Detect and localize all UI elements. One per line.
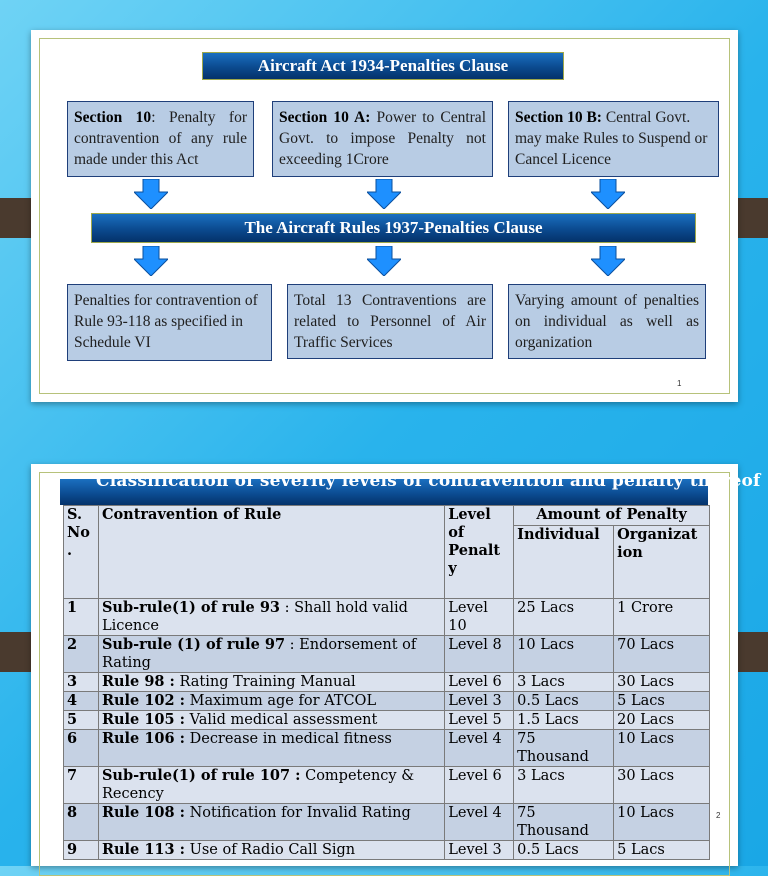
row-organization: 10 Lacs (614, 804, 710, 841)
row-sno: 6 (67, 730, 78, 747)
row-organization: 5 Lacs (614, 692, 710, 711)
row-rule: Sub-rule(1) of rule 107 : Competency & Recency (98, 767, 444, 804)
down-arrow-icon (591, 179, 625, 209)
down-arrow-icon (134, 179, 168, 209)
row-level: Level 4 (445, 730, 514, 767)
row-sno: 7 (67, 767, 78, 784)
row-individual: 75 Thousand (514, 730, 614, 767)
table-row (64, 804, 710, 841)
act-section-10-text: : Penalty for contravention of any rule made under this Act (74, 109, 247, 168)
row-level: Level 5 (445, 711, 514, 730)
rule-point-schedule: Penalties for contravention of Rule 93-118 as specified in Schedule VI (67, 284, 272, 361)
table-row (64, 692, 710, 711)
row-sno: 1 (67, 599, 78, 616)
row-organization: 5 Lacs (614, 841, 710, 860)
header-sno-text: S. No . (67, 506, 90, 559)
row-rule: Rule 102 : Maximum age for ATCOL (98, 692, 444, 711)
row-sno: 2 (67, 636, 78, 653)
row-individual: 0.5 Lacs (514, 841, 614, 860)
act-section-10 (67, 101, 254, 177)
act-section-10a-label: Section 10 A: (279, 109, 371, 126)
row-individual: 0.5 Lacs (514, 692, 614, 711)
severity-title (60, 471, 761, 505)
down-arrow-icon (591, 246, 625, 276)
act-section-10b-text: Central Govt. may make Rules to Suspend or Cancel Licence (515, 109, 708, 168)
row-level: Level 6 (445, 673, 514, 692)
down-arrow-icon (367, 179, 401, 209)
down-arrow-icon (367, 246, 401, 276)
row-individual: 3 Lacs (514, 673, 614, 692)
table-row (64, 730, 710, 767)
table-row (64, 673, 710, 692)
row-level: Level 3 (445, 692, 514, 711)
down-arrow-icon (134, 246, 168, 276)
header-level: Level of Penalt y (445, 506, 514, 599)
header-organization: Organizat ion (614, 526, 710, 599)
row-organization: 10 Lacs (614, 730, 710, 767)
table-row (64, 841, 710, 860)
header-amount: Amount of Penalty (514, 506, 710, 526)
row-individual: 10 Lacs (514, 636, 614, 673)
row-organization: 1 Crore (614, 599, 710, 636)
severity-title-text: Classification of severity levels of contravention and penalty thereof (96, 471, 761, 491)
row-organization: 30 Lacs (614, 673, 710, 692)
row-rule: Rule 108 : Notification for Invalid Rating (98, 804, 444, 841)
row-rule: Sub-rule(1) of rule 93 : Shall hold valid Licence (98, 599, 444, 636)
act-section-10a (272, 101, 493, 177)
severity-table (63, 505, 710, 860)
row-level: Level 8 (445, 636, 514, 673)
row-rule: Rule 105 : Valid medical assessment (98, 711, 444, 730)
row-organization: 30 Lacs (614, 767, 710, 804)
row-rule: Rule 113 : Use of Radio Call Sign (98, 841, 444, 860)
rule-point-contraventions: Total 13 Contraventions are related to Personnel of Air Traffic Services (287, 284, 493, 359)
row-organization: 20 Lacs (614, 711, 710, 730)
row-individual: 25 Lacs (514, 599, 614, 636)
table-row (64, 599, 710, 636)
header-rule: Contravention of Rule (98, 506, 444, 599)
row-level: Level 4 (445, 804, 514, 841)
page-number-2: 2 (716, 811, 721, 820)
row-rule: Rule 98 : Rating Training Manual (98, 673, 444, 692)
row-rule: Sub-rule (1) of rule 97 : Endorsement of Rating (98, 636, 444, 673)
row-individual: 3 Lacs (514, 767, 614, 804)
act-section-10-label: Section 10 (74, 109, 152, 126)
table-row (64, 767, 710, 804)
act-section-10b (508, 101, 719, 177)
act-section-10b-label: Section 10 B: (515, 109, 602, 126)
row-sno: 5 (67, 711, 78, 728)
row-level: Level 6 (445, 767, 514, 804)
row-sno: 4 (67, 692, 78, 709)
row-sno: 9 (67, 841, 78, 858)
row-level: Level 10 (445, 599, 514, 636)
row-sno: 3 (67, 673, 78, 690)
rules-title: The Aircraft Rules 1937-Penalties Clause (91, 213, 696, 243)
rule-point-varying-amount: Varying amount of penalties on individual as well as organization (508, 284, 706, 359)
page-number: 1 (677, 379, 682, 388)
row-individual: 75 Thousand (514, 804, 614, 841)
row-organization: 70 Lacs (614, 636, 710, 673)
act-section-10a-text: Power to Central Govt. to impose Penalty not exceeding 1Crore (279, 109, 486, 168)
row-rule: Rule 106 : Decrease in medical fitness (98, 730, 444, 767)
table-row (64, 636, 710, 673)
table-row (64, 711, 710, 730)
header-individual: Individual (514, 526, 614, 599)
row-individual: 1.5 Lacs (514, 711, 614, 730)
row-level: Level 3 (445, 841, 514, 860)
act-title: Aircraft Act 1934-Penalties Clause (202, 52, 564, 80)
row-sno: 8 (67, 804, 78, 821)
header-sno (64, 506, 99, 599)
table-header-row (64, 506, 710, 526)
